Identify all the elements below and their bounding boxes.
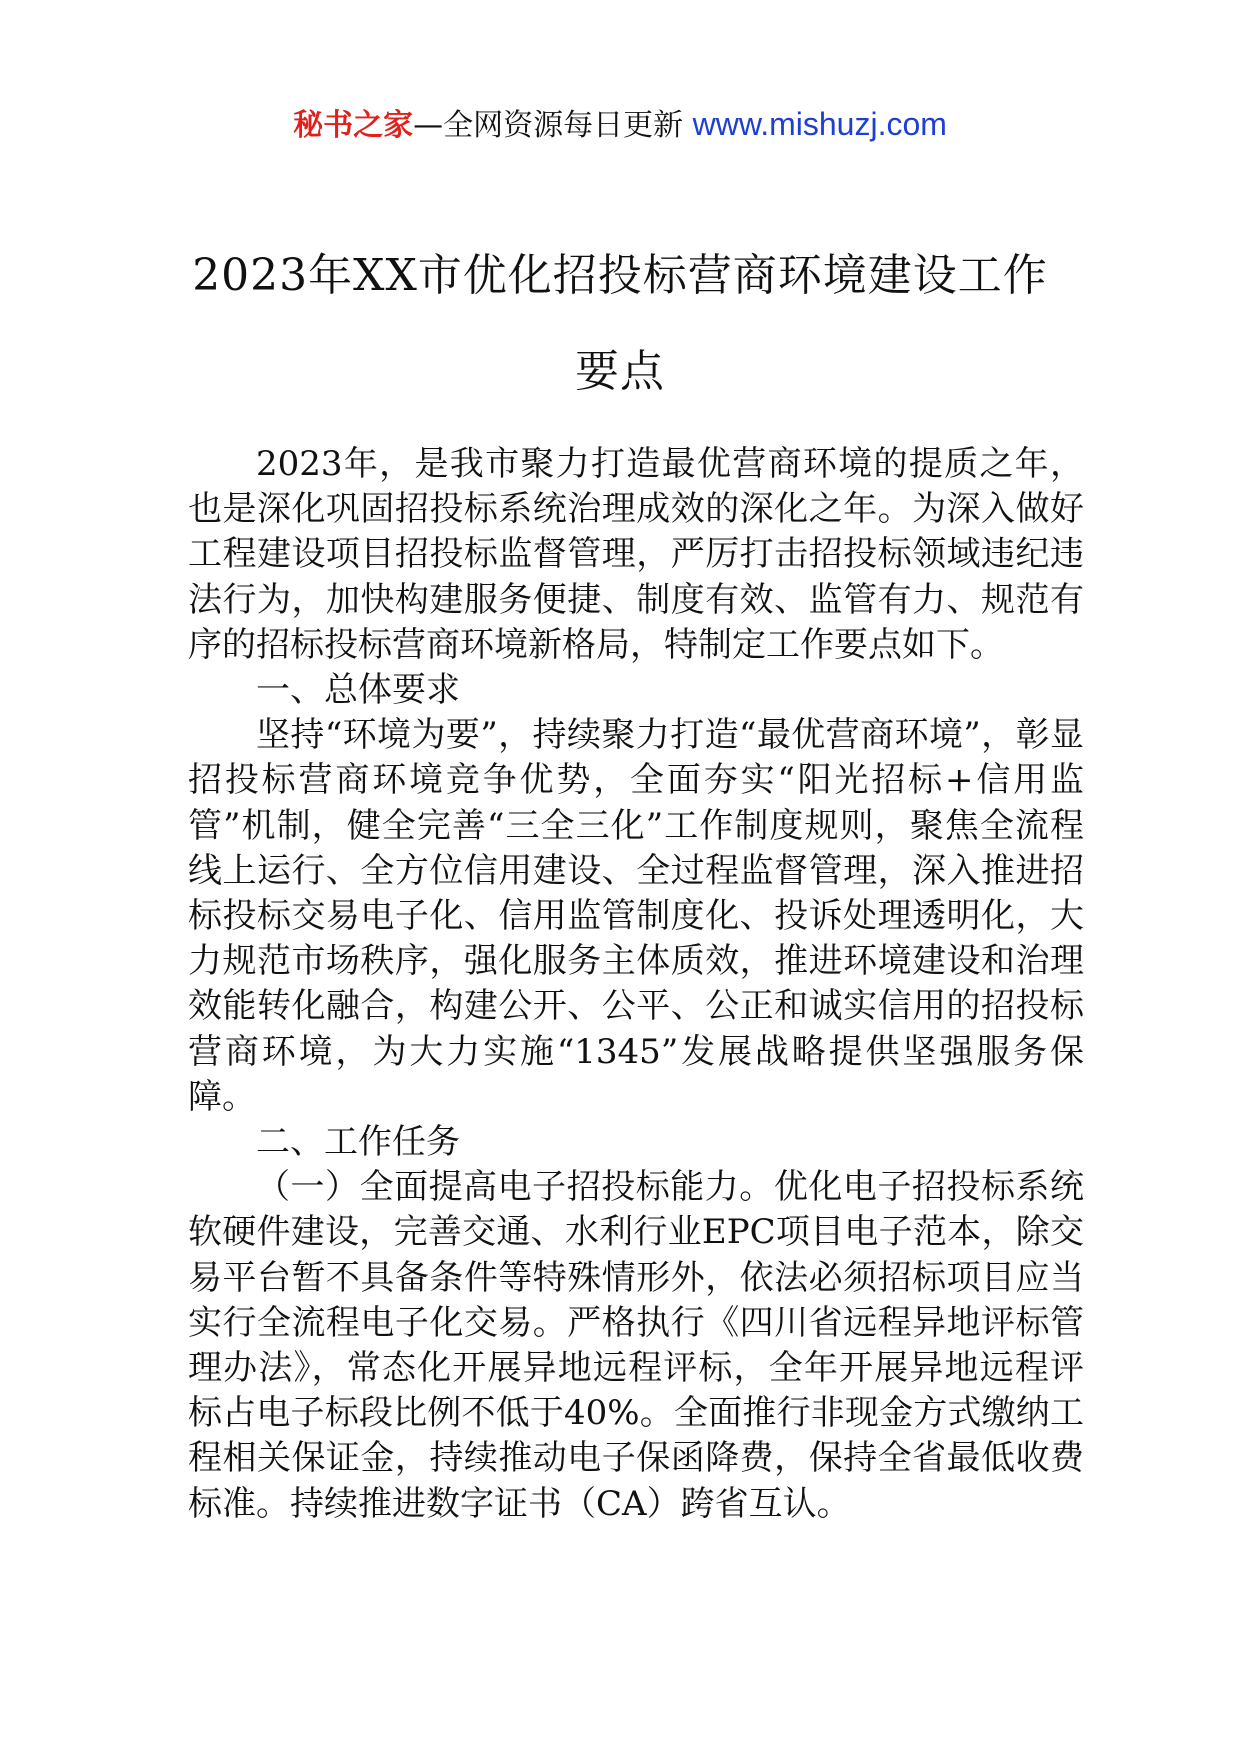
document-title: 2023年XX市优化招投标营商环境建设工作要点 (192, 250, 1048, 397)
site-url-link[interactable]: www.mishuzj.com (692, 106, 947, 142)
document-body (188, 442, 1084, 1527)
site-brand: 秘书之家 (293, 108, 414, 143)
paragraph-task-1: （一）全面提高电子招投标能力。优化电子招投标系统软硬件建设，完善交通、水利行业EPC项目电子范本，除交易平台暂不具备条件等特殊情形外，依法必须招标项目应当实行全流程电子化交易。严格执行《四川省远程异地评标管理办法》，常态化开展异地远程评标，全年开展异地远程评标占电子标段比例不低于40%。全面推行非现金方式缴纳工程相关保证金，持续推动电子保函降费，保持全省最低收费标准。持续推进数字证书（CA）跨省互认。 (188, 1167, 1084, 1524)
site-header (0, 104, 1240, 146)
section-heading-work-tasks: 二、工作任务 (256, 1122, 460, 1163)
paragraph-general-requirements: 坚持“环境为要”，持续聚力打造“最优营商环境”，彰显招投标营商环境竞争优势，全面夯实“阳光招标+信用监管”机制，健全完善“三全三化”工作制度规则，聚焦全流程线上运行、全方位信用建设、全过程监督管理，深入推进招标投标交易电子化、信用监管制度化、投诉处理透明化，大力规范市场秩序，强化服务主体质效，推进环境建设和治理效能转化融合，构建公开、公平、公正和诚实信用的招投标营商环境，为大力实施“1345”发展战略提供坚强服务保障。 (188, 715, 1084, 1117)
paragraph-intro: 2023年，是我市聚力打造最优营商环境的提质之年，也是深化巩固招投标系统治理成效的深化之年。为深入做好工程建设项目招投标监督管理，严厉打击招投标领域违纪违法行为，加快构建服务便捷、制度有效、监管有力、规范有序的招标投标营商环境新格局，特制定工作要点如下。 (188, 444, 1084, 665)
site-tagline: —全网资源每日更新 (413, 108, 693, 143)
section-heading-general-requirements: 一、总体要求 (256, 670, 460, 711)
